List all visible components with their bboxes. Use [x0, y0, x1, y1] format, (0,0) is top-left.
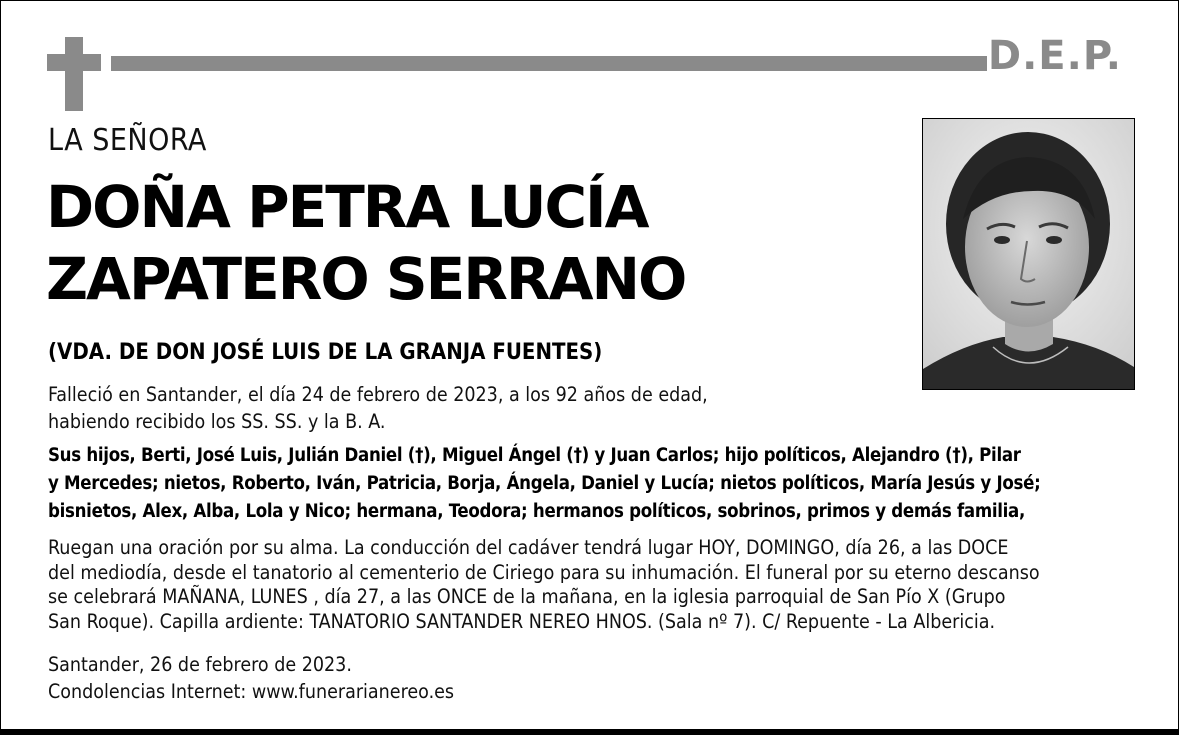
deceased-name-line1: DOÑA PETRA LUCÍA [46, 173, 648, 241]
funeral-line3: se celebrará MAÑANA, LUNES , día 27, a las ONCE de la mañana, en la iglesia parroquial de San Pío X (Grupo [48, 585, 1006, 608]
deceased-name [46, 171, 685, 315]
latin-cross-icon [47, 37, 101, 111]
deceased-name-line2: ZAPATERO SERRANO [46, 245, 686, 313]
death-notice-line1: Falleció en Santander, el día 24 de febrero de 2023, a los 92 años de edad, [48, 383, 708, 406]
dep-label: D.E.P. [987, 33, 1122, 79]
death-notice-line2: habiendo recibido los SS. SS. y la B. A. [48, 410, 386, 433]
place-date: Santander, 26 de febrero de 2023. [48, 653, 352, 676]
funeral-line2: del mediodía, desde el tanatorio al cementerio de Ciriego para su inhumación. El funeral por su eterno descanso [48, 560, 1040, 584]
widow-of: (VDA. DE DON JOSÉ LUIS DE LA GRANJA FUENTES) [48, 340, 603, 365]
header-rule [111, 56, 987, 71]
funeral-line1: Ruegan una oración por su alma. La conducción del cadáver tendrá lugar HOY, DOMINGO, día 26, a las DOCE [48, 536, 1009, 559]
family-line3: bisnietos, Alex, Alba, Lola y Nico; hermana, Teodora; hermanos políticos, sobrinos, primos y demás familia, [48, 501, 1026, 522]
death-notice [48, 381, 708, 435]
salutation: LA SEÑORA [48, 123, 207, 158]
funeral-line4: San Roque). Capilla ardiente: TANATORIO SANTANDER NEREO HNOS. (Sala nº 7). C/ Repuente - La Albericia. [48, 609, 996, 633]
bottom-rule [1, 729, 1178, 734]
family-line1: Sus hijos, Berti, José Luis, Julián Daniel (†), Miguel Ángel (†) y Juan Carlos; hijo políticos, Alejandro (†), Pilar [48, 445, 1021, 466]
condolences-web: Condolencias Internet: www.funerarianereo.es [48, 680, 455, 703]
funeral-details [48, 536, 1158, 634]
portrait-photo [922, 118, 1135, 390]
closing [48, 651, 454, 705]
family-line2: y Mercedes; nietos, Roberto, Iván, Patricia, Borja, Ángela, Daniel y Lucía; nietos políticos, María Jesús y José; [48, 473, 1041, 494]
family-list [48, 442, 1158, 526]
